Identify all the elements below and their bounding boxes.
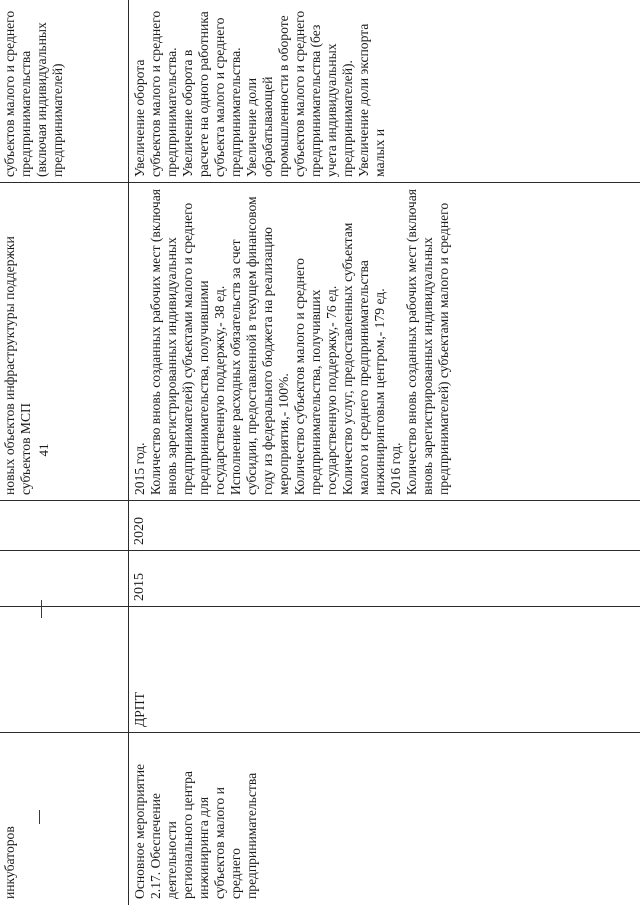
scan-mark (41, 600, 42, 618)
page-number: 41 (36, 443, 51, 457)
executor-cell (130, 607, 148, 733)
end-year-text: 2020 (132, 517, 147, 545)
executor-text: ДРПТ (132, 692, 147, 727)
end-year-column (0, 501, 640, 551)
previous-results-text: субъектов малого и среднего предпринимательства (включая индивидуальных предпринимателей) (2, 10, 65, 177)
previous-indicators-cell (0, 183, 128, 501)
indicator-line: 2015 год. (132, 442, 147, 495)
start-year-text: 2015 (132, 573, 147, 601)
column-divider (0, 606, 640, 607)
indicator-line: Количество вновь созданных рабочих мест (включая вновь зарегистрированных индивидуальных предпринимателей) субъектами малого и среднего предпринимательства, получившими государственную поддержку,- 38 ед. (148, 189, 227, 495)
indicator-line: Количество услуг, предоставленных субъектам малого и среднего предпринимательства инжиниринговым центром,- 179 ед. (340, 222, 387, 495)
indicators-cell (130, 183, 452, 501)
column-divider (0, 500, 640, 501)
results-column (0, 0, 640, 183)
indicator-line: Исполнение расходных обязательств за счет субсидии, предоставленной в текущем финансовом году из федерального бюджета на реализацию мероприятия,- 100%. (228, 196, 291, 495)
start-year-cell (130, 551, 148, 607)
indicator-line: Количество вновь созданных рабочих мест (включая вновь зарегистрированных индивидуальных предпринимателей) субъектами малого и среднего (404, 189, 451, 495)
result-line: Увеличение оборота в расчете на одного работника субъекта малого и среднего предпринимательства. (180, 11, 243, 177)
scan-mark (39, 810, 40, 824)
column-divider (0, 182, 640, 183)
previous-activity-text: инкубаторов (2, 826, 17, 899)
result-line: Увеличение доли обрабатывающей промышленности в обороте субъектов малого и среднего предпринимательства (без учета индивидуальных предпринимателей). (244, 10, 355, 177)
activity-column (0, 733, 640, 905)
start-year-column (0, 551, 640, 607)
row-divider (128, 0, 129, 905)
activity-cell (130, 733, 260, 905)
column-divider (0, 732, 640, 733)
previous-indicators-text: новых объектов инфраструктуры поддержки субъектов МСП (2, 236, 33, 495)
end-year-cell (130, 501, 148, 551)
executor-column (0, 607, 640, 733)
result-line: Увеличение доли экспорта малых и (356, 23, 387, 177)
column-divider (0, 550, 640, 551)
previous-activity-cell (0, 733, 128, 905)
indicator-line: 2016 год. (388, 442, 403, 495)
result-line: Увеличение оборота субъектов малого и среднего предпринимательства. (132, 10, 179, 177)
previous-results-cell (0, 0, 128, 183)
activity-text: Основное мероприятие 2.17. Обеспечение деятельности регионального центра инжиниринга для субъектов малого и среднего предпринимательства (132, 763, 259, 899)
indicator-line: Количество субъектов малого и среднего предпринимательства, получивших государственную поддержку,- 76 ед. (292, 258, 339, 495)
results-cell (130, 0, 388, 183)
indicators-column (0, 183, 640, 501)
